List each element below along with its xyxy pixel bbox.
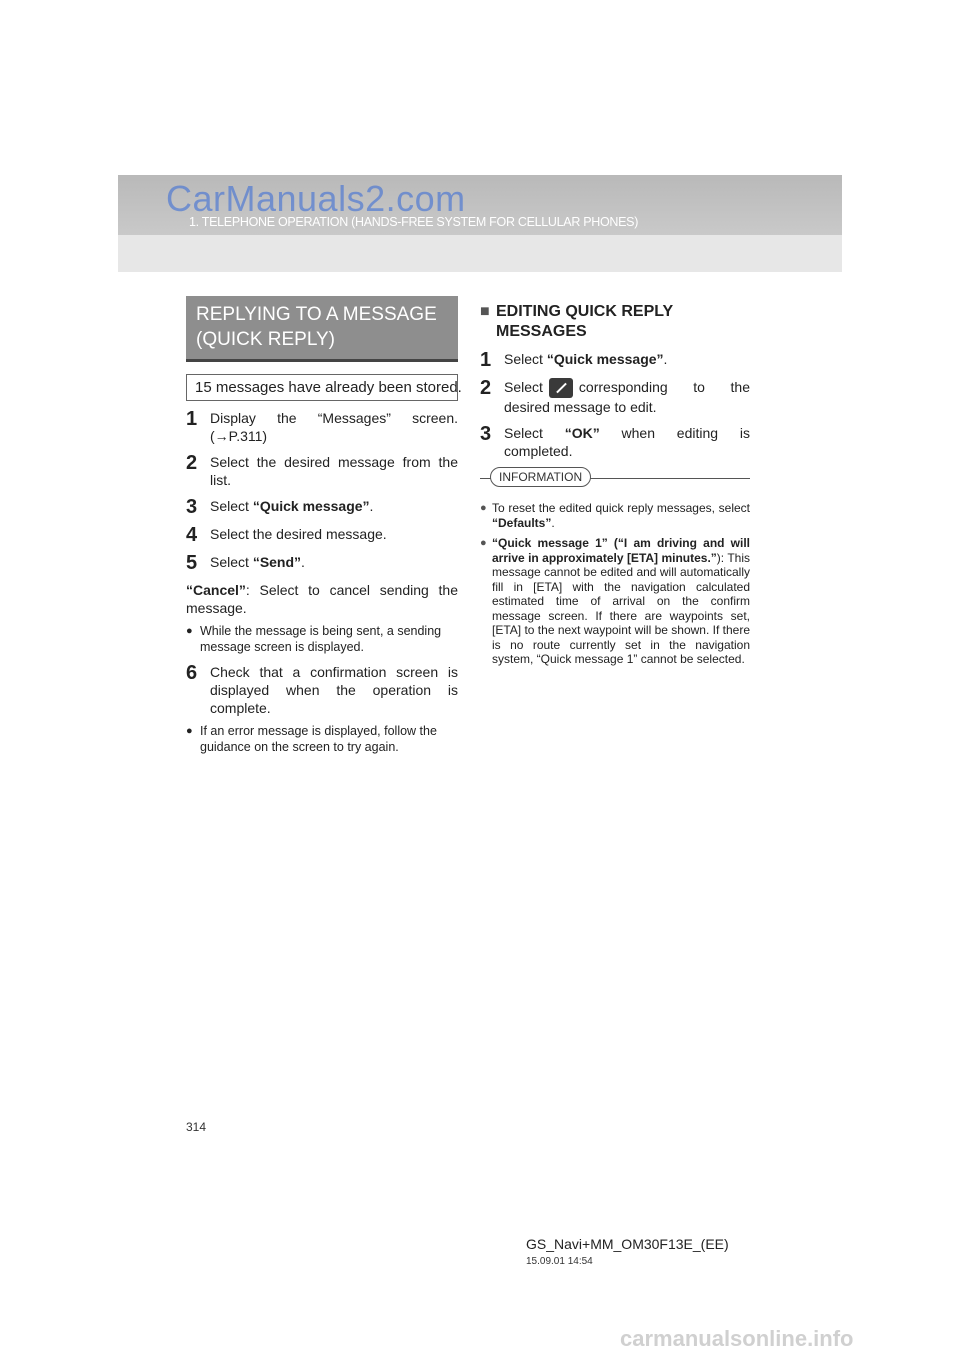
edit-step-2 bbox=[480, 378, 750, 416]
document-timestamp: 15.09.01 14:54 bbox=[526, 1256, 593, 1267]
step-text-pre: Select bbox=[504, 425, 565, 442]
bullet-dot-icon: ● bbox=[186, 725, 193, 737]
step-text-pre: Select bbox=[504, 379, 543, 395]
info-text bbox=[492, 536, 750, 667]
section-title: REPLYING TO A MESSAGE (QUICK REPLY) bbox=[186, 296, 458, 362]
step-text bbox=[210, 553, 458, 573]
bullet-dot-icon: ● bbox=[480, 502, 487, 515]
step-number: 1 bbox=[186, 408, 198, 430]
document-code: GS_Navi+MM_OM30F13E_(EE) bbox=[526, 1236, 729, 1252]
quick-message-label: “Quick message” bbox=[546, 351, 664, 367]
defaults-label: “Defaults” bbox=[492, 515, 552, 530]
step-number: 4 bbox=[186, 524, 198, 546]
edit-step-1 bbox=[480, 350, 750, 370]
right-column bbox=[480, 302, 750, 667]
cancel-note bbox=[186, 581, 458, 617]
info-item-quick-message-1 bbox=[480, 536, 750, 667]
quick-message-1-label: “Quick message 1” (“I am driving and will arrive in approximately [ETA] minutes.” bbox=[492, 536, 750, 565]
step-number: 5 bbox=[186, 552, 198, 574]
step-text-pre: Select bbox=[210, 554, 253, 570]
info-text bbox=[492, 501, 750, 530]
step-text-post: . bbox=[301, 554, 305, 570]
step-5 bbox=[186, 553, 458, 573]
square-marker-icon: ■ bbox=[480, 303, 490, 320]
edit-step-3 bbox=[480, 424, 750, 460]
step-4 bbox=[186, 525, 458, 545]
step-text-post: . bbox=[663, 351, 668, 367]
stored-messages-note: 15 messages have already been stored. bbox=[186, 374, 458, 401]
step-number: 1 bbox=[480, 349, 492, 371]
step-number: 3 bbox=[186, 496, 198, 518]
step-text bbox=[504, 378, 750, 416]
step-number: 2 bbox=[480, 377, 492, 399]
step-2 bbox=[186, 453, 458, 489]
step-3 bbox=[186, 497, 458, 517]
step-number: 3 bbox=[480, 423, 492, 446]
page-number: 314 bbox=[186, 1120, 207, 1134]
subsection-title bbox=[480, 302, 750, 342]
cancel-label: “Cancel” bbox=[186, 582, 246, 598]
step-1 bbox=[186, 409, 458, 445]
send-label: “Send” bbox=[252, 554, 302, 570]
chapter-title: 1. TELEPHONE OPERATION (HANDS-FREE SYSTEM FOR CELLULAR PHONES) bbox=[189, 215, 639, 229]
ok-label: “OK” bbox=[564, 425, 600, 442]
info-text-post: ): This message cannot be edited and will automatically fill in [ETA] with the navigation calculated estimated time of arrival on the confirm message screen. If there are waypoints set, [ETA] to the next waypoint will be shown. If there is no route currently set in the navigation system, “Quick message 1” cannot be selected. bbox=[492, 550, 750, 667]
quick-message-label: “Quick message” bbox=[252, 498, 370, 514]
information-box bbox=[480, 470, 750, 667]
bullet-dot-icon: ● bbox=[186, 625, 193, 637]
pencil-edit-icon bbox=[549, 378, 573, 398]
step-number: 2 bbox=[186, 452, 198, 474]
step-text bbox=[504, 350, 750, 370]
step-text: Check that a confirmation screen is displayed when the operation is complete. bbox=[210, 664, 458, 716]
subsection-title-text: EDITING QUICK REPLY MESSAGES bbox=[496, 303, 673, 340]
bullet-sending bbox=[186, 623, 458, 655]
cancel-text: : Select to cancel sending the message. bbox=[186, 582, 458, 616]
watermark-logo: CarManuals2.com bbox=[166, 178, 466, 219]
information-label: INFORMATION bbox=[490, 467, 591, 487]
step-text-post: when editing is completed. bbox=[504, 425, 750, 460]
step-text-post: corresponding to the desired message to edit. bbox=[504, 379, 750, 416]
step-number: 6 bbox=[186, 662, 198, 684]
info-text-pre: To reset the edited quick reply messages, select bbox=[492, 501, 750, 516]
info-item-defaults bbox=[480, 501, 750, 530]
step-text-pre: Select bbox=[504, 351, 547, 367]
step-text: Select the desired message from the list. bbox=[210, 454, 458, 488]
step-text: Display the “Messages” screen. (→P.311) bbox=[210, 410, 458, 444]
step-text bbox=[210, 497, 458, 517]
bullet-text: While the message is being sent, a sending message screen is displayed. bbox=[200, 624, 442, 654]
bullet-dot-icon: ● bbox=[480, 537, 487, 550]
step-text bbox=[504, 424, 750, 460]
step-text: Select the desired message. bbox=[210, 526, 387, 542]
watermark-footer: carmanualsonline.info bbox=[620, 1326, 854, 1351]
step-6 bbox=[186, 663, 458, 717]
bullet-text: If an error message is displayed, follow the guidance on the screen to try again. bbox=[200, 724, 437, 754]
left-column bbox=[186, 296, 462, 755]
bullet-error bbox=[186, 723, 458, 755]
step-text-pre: Select bbox=[210, 498, 253, 514]
info-text-post: . bbox=[551, 515, 555, 530]
step-text-post: . bbox=[369, 498, 374, 514]
